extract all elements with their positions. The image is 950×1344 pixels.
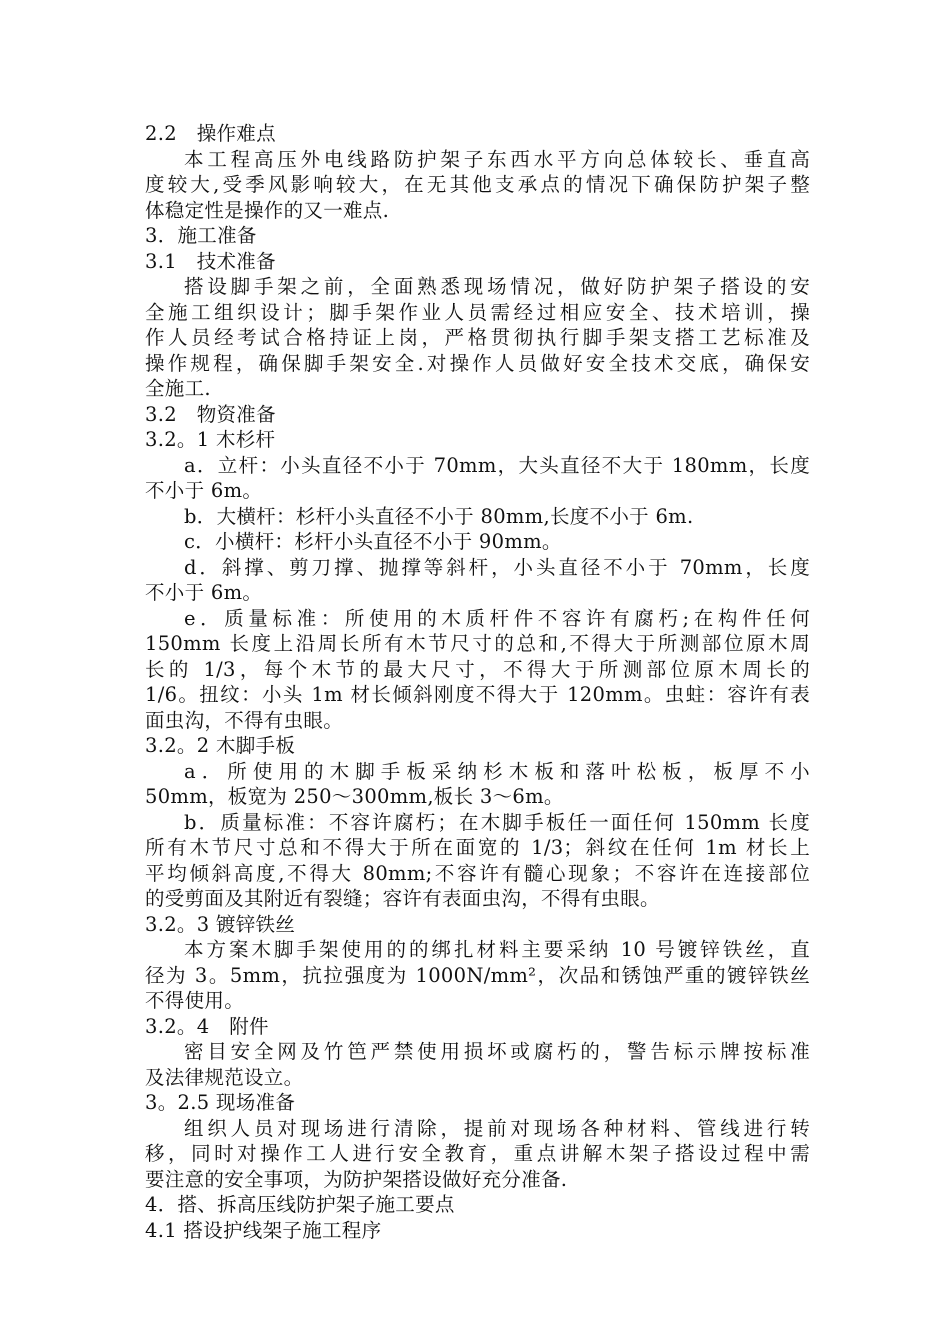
- paragraph-line: 全施工组织设计；脚手架作业人员需经过相应安全、技术培训，操: [145, 300, 810, 324]
- paragraph-line: 搭设脚手架之前，全面熟悉现场情况，做好防护架子搭设的安: [184, 275, 810, 298]
- paragraph: [145, 1116, 810, 1193]
- paragraph-line: a．所使用的木脚手板采纳杉木板和落叶松板，板厚不小: [184, 759, 810, 783]
- paragraph-line: 作人员经考试合格持证上岗，严格贯彻执行脚手架支搭工艺标准及: [145, 326, 810, 349]
- paragraph-line: 不小于 6m。: [145, 479, 263, 502]
- section-heading: 2.2 操作难点: [145, 122, 276, 145]
- paragraph: [145, 453, 810, 504]
- section-heading: 3.2。1 木杉杆: [145, 428, 276, 451]
- paragraph-line: e．质量标准：所使用的木质杆件不容许有腐朽;在构件任何: [184, 606, 810, 630]
- section-heading: 3.2。2 木脚手板: [145, 734, 296, 757]
- paragraph: [145, 606, 810, 734]
- section-heading: 4.1 搭设护线架子施工程序: [145, 1218, 382, 1242]
- paragraph-line: 面虫沟，不得有虫眼。: [145, 708, 344, 732]
- paragraph-line: 不得使用。: [145, 989, 245, 1012]
- section-heading: 3.2。4 附件: [145, 1014, 269, 1038]
- paragraph: [145, 529, 810, 555]
- paragraph-line: 径为 3。5mm，抗拉强度为 1000N/mm²，次品和锈蚀严重的镀锌铁丝: [145, 963, 810, 987]
- paragraph-line: 1/6。扭纹：小头 1m 材长倾斜刚度不得大于 120mm。虫蛀：容许有表: [145, 683, 810, 706]
- paragraph: [145, 1039, 810, 1090]
- paragraph-line: 本方案木脚手架使用的的绑扎材料主要采纳 10 号镀锌铁丝，直: [184, 938, 810, 961]
- paragraph-line: 组织人员对现场进行清除，提前对现场各种材料、管线进行转: [184, 1116, 810, 1140]
- paragraph: [145, 274, 810, 402]
- paragraph-line: 长的 1/3，每个木节的最大尺寸，不得大于所测部位原木周长的: [145, 657, 810, 681]
- section-heading: 3．施工准备: [145, 224, 257, 247]
- paragraph-line: 要注意的安全事项，为防护架搭设做好充分准备.: [145, 1167, 568, 1191]
- paragraph-line: c．小横杆：杉杆小头直径不小于 90mm。: [184, 530, 562, 553]
- paragraph: [145, 504, 810, 530]
- paragraph-line: 操作规程，确保脚手架安全.对操作人员做好安全技术交底，确保安: [145, 351, 810, 375]
- paragraph: [145, 555, 810, 606]
- paragraph-line: 150mm 长度上沿周长所有木节尺寸的总和,不得大于所测部位原木周: [145, 632, 810, 655]
- section-heading: 3.2。3 镀锌铁丝: [145, 912, 296, 936]
- paragraph-line: b．质量标准：不容许腐朽；在木脚手板任一面任何 150mm 长度: [184, 810, 810, 834]
- section-heading: 3.2 物资准备: [145, 402, 276, 426]
- paragraph: [145, 810, 810, 912]
- paragraph-line: d．斜撑、剪刀撑、抛撑等斜杆，小头直径不小于 70mm，长度: [184, 555, 810, 579]
- paragraph-line: 本工程高压外电线路防护架子东西水平方向总体较长、垂直高: [184, 147, 810, 171]
- paragraph-line: 所有木节尺寸总和不得大于所在面宽的 1/3；斜纹在任何 1m 材长上: [145, 836, 810, 859]
- paragraph-line: 不小于 6m。: [145, 581, 263, 604]
- paragraph-line: 平均倾斜高度,不得大 80mm;不容许有髓心现象；不容许在连接部位: [145, 861, 810, 885]
- paragraph-line: 密目安全网及竹笆严禁使用损坏或腐朽的，警告标示牌按标准: [184, 1040, 810, 1063]
- paragraph-line: 及法律规范设立。: [145, 1065, 304, 1089]
- paragraph-line: 移，同时对操作工人进行安全教育，重点讲解木架子搭设过程中需: [145, 1142, 810, 1165]
- paragraph: [145, 759, 810, 810]
- paragraph-line: 度较大,受季风影响较大，在无其他支承点的情况下确保防护架子整: [145, 173, 810, 196]
- paragraph: [145, 937, 810, 1014]
- paragraph-line: 全施工.: [145, 377, 211, 400]
- section-heading: 4．搭、拆高压线防护架子施工要点: [145, 1193, 455, 1216]
- paragraph-line: b．大横杆：杉杆小头直径不小于 80mm,长度不小于 6m.: [184, 504, 694, 528]
- paragraph-line: 的受剪面及其附近有裂缝；容许有表面虫沟，不得有虫眼。: [145, 887, 660, 910]
- document-page: [145, 121, 810, 1243]
- section-heading: 3。2.5 现场准备: [145, 1091, 296, 1114]
- paragraph-line: 50mm，板宽为 250～300mm,板长 3～6m。: [145, 785, 564, 808]
- paragraph-line: a．立杆：小头直径不小于 70mm，大头直径不大于 180mm，长度: [184, 453, 810, 477]
- section-heading: 3.1 技术准备: [145, 249, 276, 273]
- paragraph: [145, 147, 810, 224]
- paragraph-line: 体稳定性是操作的又一难点.: [145, 198, 390, 222]
